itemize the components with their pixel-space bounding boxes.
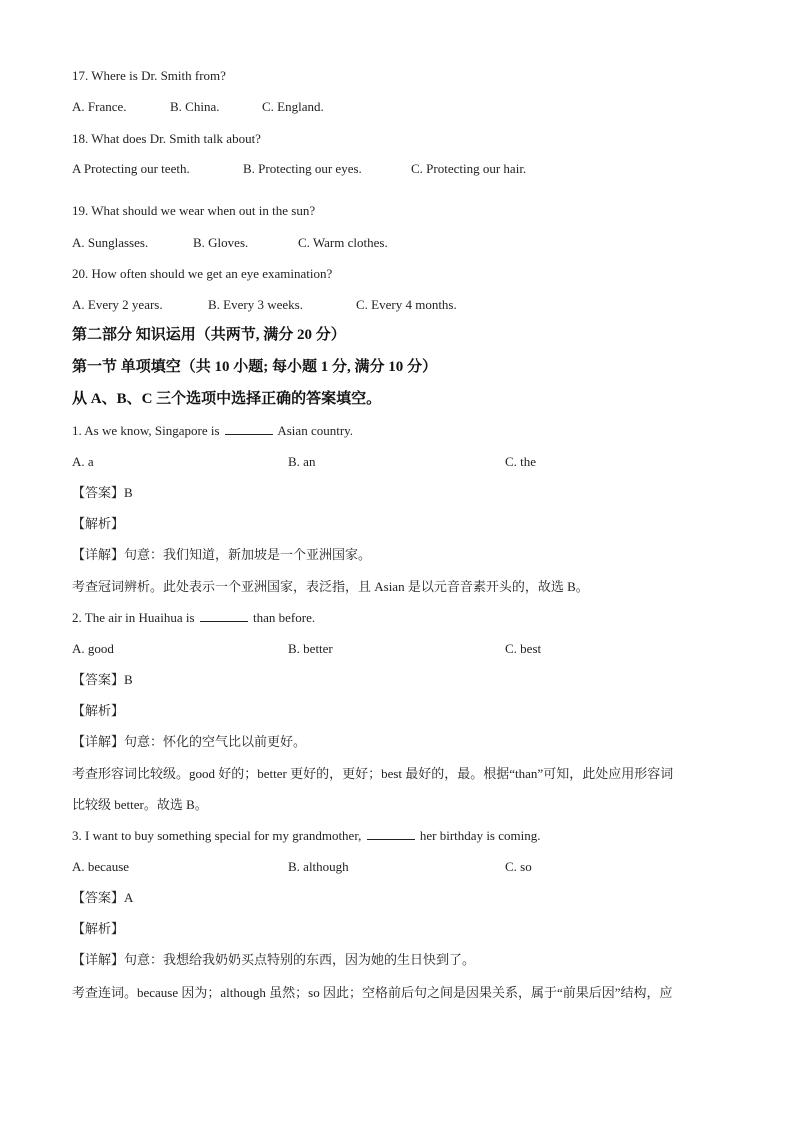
instruction: 从 A、B、C 三个选项中选择正确的答案填空。 bbox=[72, 391, 382, 407]
detail-label: 【详解】 bbox=[72, 547, 125, 562]
option-2b: B. better bbox=[288, 641, 333, 656]
answer-3 bbox=[72, 889, 133, 907]
option-2a: A. good bbox=[72, 641, 114, 656]
option-18a: A Protecting our teeth. bbox=[72, 161, 190, 176]
option-20a: A. Every 2 years. bbox=[72, 297, 163, 312]
answer-label: 【答案】 bbox=[72, 890, 125, 905]
option-17b: B. China. bbox=[170, 99, 220, 114]
detail-label: 【详解】 bbox=[72, 952, 125, 967]
option-19a: A. Sunglasses. bbox=[72, 235, 149, 250]
answer-value: B bbox=[124, 485, 133, 500]
question-17: 17. Where is Dr. Smith from? bbox=[72, 68, 226, 83]
question-3-post: her birthday is coming. bbox=[416, 828, 541, 843]
analysis-2: 【解析】 bbox=[72, 703, 125, 718]
question-2-post: than before. bbox=[249, 610, 316, 625]
explain-1: 考查冠词辨析。此处表示一个亚洲国家，表泛指，且 Asian 是以元音音素开头的，故选 B。 bbox=[72, 579, 589, 594]
option-20c: C. Every 4 months. bbox=[356, 297, 457, 312]
option-1c: C. the bbox=[505, 454, 537, 469]
analysis-1: 【解析】 bbox=[72, 516, 125, 531]
question-18: 18. What does Dr. Smith talk about? bbox=[72, 131, 261, 146]
question-20: 20. How often should we get an eye examination? bbox=[72, 266, 333, 281]
question-1-pre: 1. As we know, Singapore is bbox=[72, 423, 223, 438]
option-20b: B. Every 3 weeks. bbox=[208, 297, 303, 312]
detail-label: 【详解】 bbox=[72, 734, 125, 749]
answer-2 bbox=[72, 671, 133, 689]
question-3-pre: 3. I want to buy something special for my grandmother, bbox=[72, 828, 365, 843]
section1-title: 第一节 单项填空（共 10 小题; 每小题 1 分, 满分 10 分） bbox=[72, 359, 437, 375]
detail-2 bbox=[72, 733, 306, 751]
answer-blank bbox=[200, 610, 248, 622]
detail-text: 句意：我想给我奶奶买点特别的东西，因为她的生日快到了。 bbox=[124, 952, 476, 967]
option-1a: A. a bbox=[72, 454, 94, 469]
detail-text: 句意：怀化的空气比以前更好。 bbox=[124, 734, 307, 749]
option-19b: B. Gloves. bbox=[193, 235, 249, 250]
option-3c: C. so bbox=[505, 859, 532, 874]
answer-value: B bbox=[124, 672, 133, 687]
option-17a: A. France. bbox=[72, 99, 127, 114]
question-1-post: Asian country. bbox=[274, 423, 354, 438]
option-17c: C. England. bbox=[262, 99, 324, 114]
explain-3: 考查连词。because 因为；although 虽然；so 因此；空格前后句之间是因果关系，属于“前果后因”结构，应 bbox=[72, 985, 673, 1000]
answer-label: 【答案】 bbox=[72, 672, 125, 687]
detail-text: 句意：我们知道，新加坡是一个亚洲国家。 bbox=[124, 547, 372, 562]
answer-label: 【答案】 bbox=[72, 485, 125, 500]
explain-2-line2: 比较级 better。故选 B。 bbox=[72, 797, 208, 812]
detail-3 bbox=[72, 951, 475, 969]
option-18b: B. Protecting our eyes. bbox=[243, 161, 362, 176]
option-3a: A. because bbox=[72, 859, 130, 874]
analysis-3: 【解析】 bbox=[72, 921, 125, 936]
question-1 bbox=[72, 422, 353, 440]
option-3b: B. although bbox=[288, 859, 349, 874]
option-18c: C. Protecting our hair. bbox=[411, 161, 527, 176]
detail-1 bbox=[72, 546, 371, 564]
answer-value: A bbox=[124, 890, 134, 905]
explain-2-line1: 考查形容词比较级。good 好的；better 更好的，更好；best 最好的，最。根据“than”可知，此处应用形容词 bbox=[72, 766, 674, 781]
answer-blank bbox=[225, 423, 273, 435]
option-1b: B. an bbox=[288, 454, 316, 469]
part2-title: 第二部分 知识运用（共两节, 满分 20 分） bbox=[72, 327, 346, 343]
question-2-pre: 2. The air in Huaihua is bbox=[72, 610, 198, 625]
question-3 bbox=[72, 827, 540, 845]
question-2 bbox=[72, 609, 315, 627]
question-19: 19. What should we wear when out in the sun? bbox=[72, 203, 316, 218]
option-2c: C. best bbox=[505, 641, 542, 656]
answer-blank bbox=[367, 828, 415, 840]
answer-1 bbox=[72, 484, 133, 502]
option-19c: C. Warm clothes. bbox=[298, 235, 388, 250]
